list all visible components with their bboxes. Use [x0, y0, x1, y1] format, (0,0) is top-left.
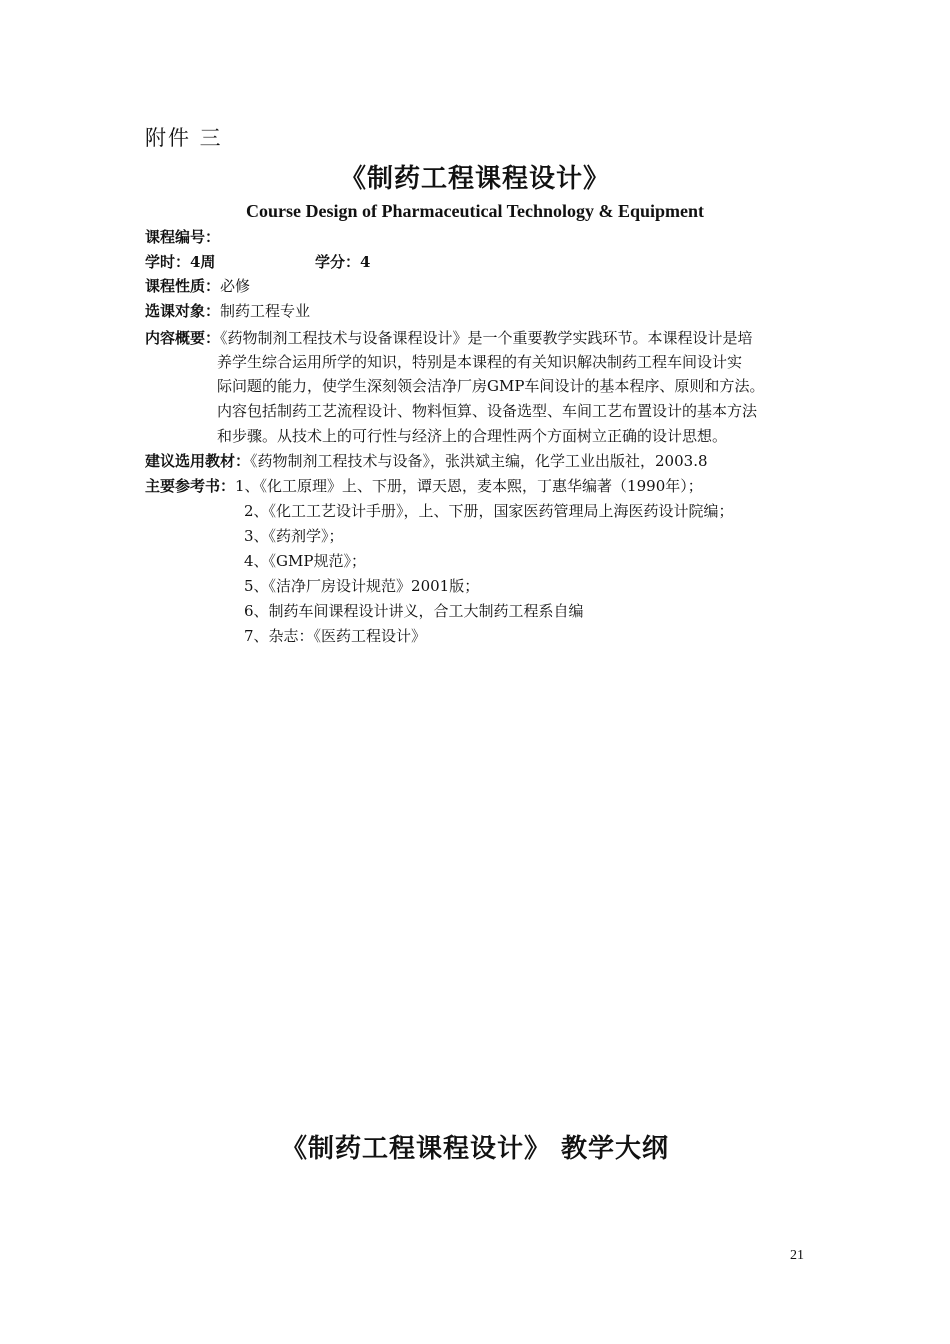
course-nature-label: 课程性质：: [145, 277, 221, 295]
summary-line: 《药物制剂工程技术与设备课程设计》是一个重要教学实践环节。本课程设计是培: [220, 329, 753, 347]
references-row: [145, 474, 703, 499]
summary-line: 和步骤。从技术上的可行性与经济上的合理性两个方面树立正确的设计思想。: [217, 427, 728, 445]
course-title-english: Course Design of Pharmaceutical Technology & Equipment: [245, 201, 704, 221]
syllabus-title: 《制药工程课程设计》 教学大纲: [280, 1134, 670, 1164]
reference-item: 1、《化工原理》上、下册，谭天恩，麦本熙，丁惠华编著（1990年）；: [235, 477, 703, 495]
textbook-row: [145, 449, 708, 474]
textbook-value: 《药物制剂工程技术与设备》，张洪斌主编，化学工业出版社，2003.8: [250, 452, 708, 470]
hours-label: 学时：4周: [145, 253, 216, 271]
reference-item: 5、《洁净厂房设计规范》2001版；: [244, 577, 480, 595]
audience-row: [145, 299, 310, 324]
course-title-chinese: 《制药工程课程设计》: [339, 164, 610, 194]
textbook-label: 建议选用教材：: [145, 452, 251, 470]
page-number: 21: [790, 1248, 804, 1263]
credits-label: 学分：4: [315, 253, 371, 271]
references-label: 主要参考书：: [145, 477, 236, 495]
course-code-row: [145, 225, 220, 250]
reference-item: 4、《GMP规范》；: [244, 552, 366, 570]
summary-line: 养学生综合运用所学的知识，特别是本课程的有关知识解决制药工程车间设计实: [217, 353, 743, 371]
audience-value: 制药工程专业: [220, 302, 311, 320]
reference-item: 2、《化工工艺设计手册》，上、下册，国家医药管理局上海医药设计院编；: [244, 502, 734, 520]
attachment-label: 附件 三: [145, 126, 223, 150]
hours-credits-row: [145, 250, 545, 275]
summary-label: 内容概要：: [145, 329, 221, 347]
summary-line: 际问题的能力，使学生深刻领会洁净厂房GMP车间设计的基本程序、原则和方法。: [217, 377, 765, 395]
course-nature-row: [145, 274, 250, 299]
summary-line: 内容包括制药工艺流程设计、物料恒算、设备选型、车间工艺布置设计的基本方法: [217, 402, 758, 420]
audience-label: 选课对象：: [145, 302, 221, 320]
summary-row: [145, 326, 753, 351]
reference-item: 3、《药剂学》；: [244, 527, 344, 545]
course-code-label: 课程编号：: [145, 228, 221, 246]
course-nature-value: 必修: [220, 277, 251, 295]
reference-item: 6、制药车间课程设计讲义，合工大制药工程系自编: [244, 602, 584, 620]
reference-item: 7、杂志：《医药工程设计》: [244, 627, 427, 645]
